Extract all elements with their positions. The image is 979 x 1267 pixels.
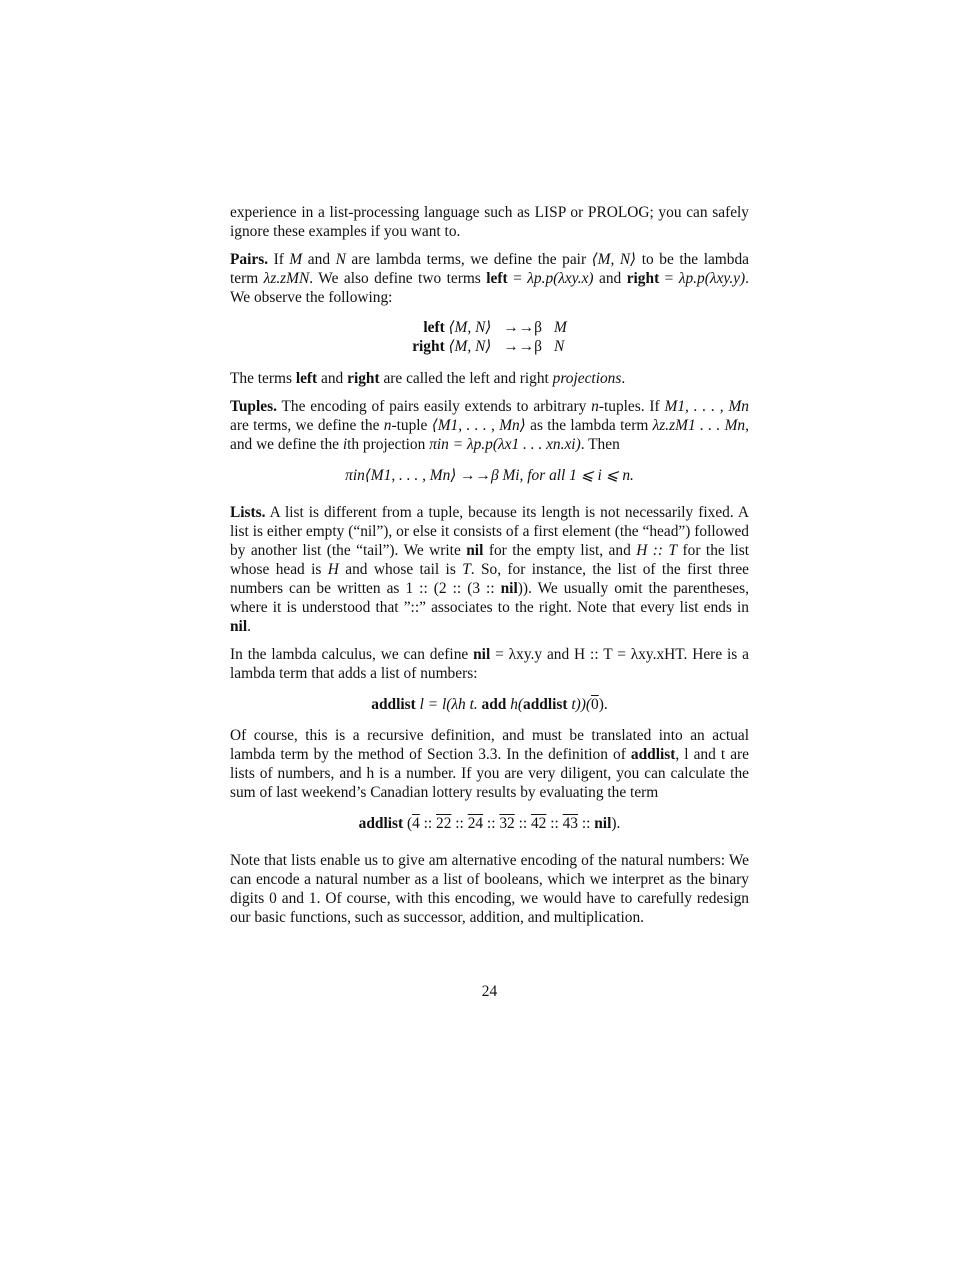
tuples-heading: Tuples. (230, 398, 277, 415)
lists-paragraph: Lists. A list is different from a tuple, because its length is not necessarily fixed. A list is either empty (“nil”), or else it consists of a first element (the “head”) followed by another list (the “tail”). We write nil for the empty list, and H :: T for the list whose head is H and whose tail is T. So, for instance, the list of the first three numbers can be written as 1 :: (2 :: (3 :: nil)). We usually omit the parentheses, where it is understood that ”::” associates to the right. Note that every list ends in nil. (230, 504, 750, 635)
final-paragraph: Note that lists enable us to give am alternative encoding of the natural numbers: We can encode a natural number as a list of booleans, which we interpret as the binary digits 0 and 1. Of course, with this encoding, we would have to carefully redesign our basic functions, such as successor, addition, and multiplication. (230, 852, 749, 926)
lottery-number: 32 (499, 815, 515, 832)
lottery-number: 42 (530, 815, 547, 832)
projections-paragraph: The terms left and right are called the left and right projections. (230, 370, 626, 387)
page-number: 24 (481, 983, 498, 1000)
lottery-number: 22 (436, 815, 452, 832)
recursive-paragraph: Of course, this is a recursive definition, and must be translated into an actual lambda term by the method of Section 3.3. In the definition of addlist, l and t are lists of numbers, and h is a number. If you are very diligent, you can calculate the sum of last weekend’s Canadian lottery results by evaluating the term (230, 727, 749, 801)
equation-row: left ⟨M, N⟩ →→β M (423, 319, 567, 336)
projection-equations (230, 318, 749, 356)
addlist-definition: addlist l = l(λh t. add h(addlist t))(0). (371, 696, 608, 713)
lottery-term: addlist (4 :: 22 :: 24 :: 32 :: 42 :: 43 :: nil). (358, 815, 621, 832)
tuple-projection-equation: πin⟨M1, . . . , Mn⟩ →→β Mi, for all 1 ⩽ i ⩽ n. (345, 467, 634, 484)
intro-paragraph: experience in a list-processing language such as LISP or PROLOG; you can safely ignore these examples if you want to. (230, 204, 749, 240)
pairs-paragraph: Pairs. If M and N are lambda terms, we define the pair ⟨M, N⟩ to be the lambda term λz.zMN. We also define two terms left = λp.p(λxy.x) and right = λp.p(λxy.y). We observe the following: (230, 251, 750, 306)
text-block (230, 203, 749, 936)
lottery-number: 43 (562, 815, 578, 832)
reduction-arrow: →→β (503, 319, 542, 336)
pairs-heading: Pairs. (230, 251, 269, 268)
lottery-number: 4 (412, 815, 420, 832)
lists-heading: Lists. (230, 504, 266, 521)
tuples-paragraph: Tuples. The encoding of pairs easily extends to arbitrary n-tuples. If M1, . . . , Mn are terms, we define the n-tuple ⟨M1, . . . , Mn⟩ as the lambda term λz.zM1 . . . Mn, and we define the ith projection πin = λp.p(λx1 . . . xn.xi). Then (230, 398, 750, 453)
reduction-arrow: →→β (503, 338, 542, 355)
lottery-number: 24 (467, 815, 484, 832)
lambda-lists-paragraph: In the lambda calculus, we can define nil = λxy.y and H :: T = λxy.xHT. Here is a lambda term that adds a list of numbers: (230, 646, 749, 682)
equation-row: right ⟨M, N⟩ →→β N (412, 338, 565, 355)
